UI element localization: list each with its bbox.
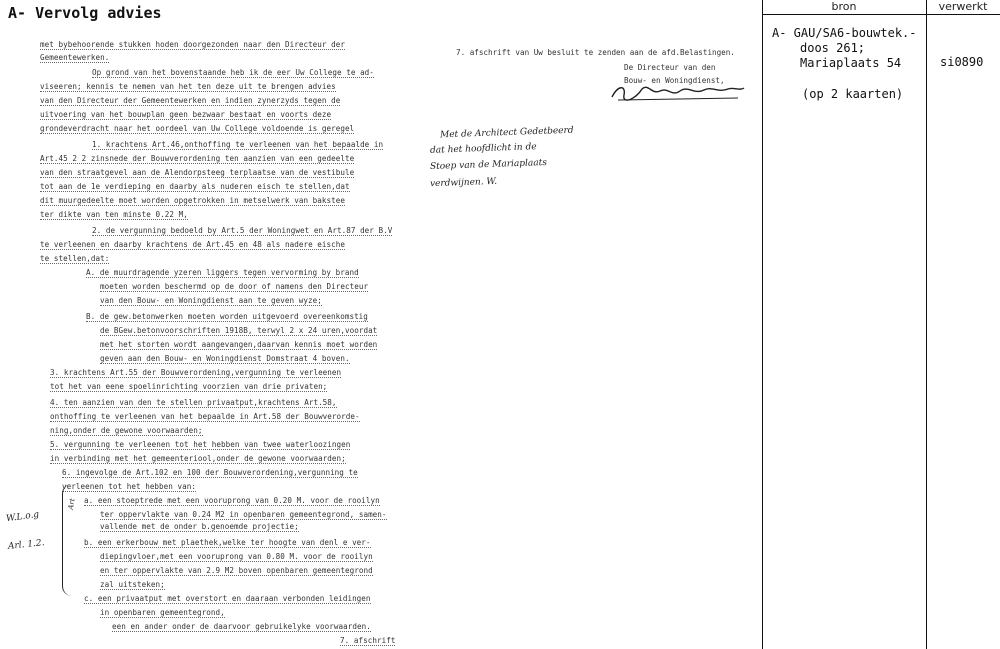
verwerkt-value: si0890 [940,55,984,69]
signature-mark [608,81,748,103]
text-line: 7. afschrift [340,636,396,645]
handwritten-line: dat het hoofdlicht in de [429,142,537,156]
verwerkt-header: verwerkt [938,0,988,13]
source-line: A- GAU/SA6-bouwtek.- [772,26,917,40]
kaarten-note: (op 2 kaarten) [802,87,904,101]
text-line: 1. krachtens Art.46,onthoffing te verleenen van het bepaalde in [92,140,384,149]
text-line: moeten worden beschermd op de door of namens den Directeur [100,282,369,291]
handwritten-line: Stoep van de Mariaplaats [429,157,548,173]
handwritten-line: verdwijnen. W. [429,176,498,190]
page-title: A- Vervolg advies [8,4,162,22]
text-line: De Directeur van den [624,63,716,72]
text-line: diepingvloer,met een vooruprong van 0.80 M. voor de rooilyn [100,552,373,561]
text-line: 2. de vergunning bedoeld by Art.5 der Woningwet en Art.87 der B.V [92,226,393,235]
text-line: in openbaren gemeentegrond, [100,608,225,617]
source-line: doos 261; [800,41,866,55]
text-line: tot het van eene spoelinrichting voorzien van drie privaten; [50,382,328,391]
text-line: 3. krachtens Art.55 der Bouwverordening,vergunning te verleenen [50,368,342,377]
text-line: dit muurgedeelte moet worden opgetrokken in metselwerk van bakstee [40,196,346,205]
text-line: 7. afschrift van Uw besluit te zenden aan de afd.Belastingen. [456,48,735,57]
text-line: c. een privaatput met overstort en daaraan verbonden leidingen [84,594,371,603]
text-line: 6. ingevolge de Art.102 en 100 der Bouwverordening,vergunning te [62,468,358,477]
text-line: onthoffing te verleenen van het bepaalde in Art.58 der Bouwverorde- [50,412,360,421]
metadata-table [762,0,1000,649]
text-line: Op grond van het bovenstaande heb ik de eer Uw College te ad- [92,68,374,77]
text-line: 4. ten aanzien van den te stellen privaatput,krachtens Art.58, [50,398,337,407]
text-line: zal uitsteken; [100,580,165,589]
text-line: viseeren; kennis te nemen van het ten deze uit te brengen advies [40,82,336,91]
text-line: van den Directeur der Gemeentewerken en indien zynerzyds tegen de [40,96,341,105]
text-line: in verbinding met het gemeenteriool,onder de gewone voorwaarden; [50,454,346,463]
text-line: en ter oppervlakte van 2.9 M2 boven openbaren gemeentegrond [100,566,373,575]
text-line: van den Bouw- en Woningdienst aan te geven wyze; [100,296,322,305]
source-line: Mariaplaats 54 [800,56,902,70]
text-line: ter dikte van ten minste 0.22 M, [40,210,188,219]
text-line: B. de gew.betonwerken moeten worden uitgevoerd overeenkomstig [86,312,368,321]
handwritten-line: Met de Architect Gedetbeerd [439,125,574,141]
text-line: van den straatgevel aan de Alendorpsteeg terplaatse van de vestibule [40,168,355,177]
text-line: met het storten wordt aangevangen,daarvan kennis moet worden [100,340,378,349]
text-line: Art.45 2 2 zinsnede der Bouwverordening ten aanzien van een gedeelte [40,154,355,163]
text-line: grondeverdracht naar het oordeel van Uw College voldoende is geregel [40,124,355,133]
text-line: 5. vergunning te verleenen tot het hebben van twee waterloozingen [50,440,351,449]
text-line: verleenen tot het hebben van: [62,482,197,491]
text-line: tot aan de 1e verdieping en daarby als nuderen eisch te stellen,dat [40,182,350,191]
text-line: vallende met de onder b.genoemde projectie; [100,522,299,531]
text-line: de BGew.betonvoorschriften 1918B, terwyl 2 x 24 uren,voordat [100,326,378,335]
text-line: geven aan den Bouw- en Woningdienst Domstraat 4 boven. [100,354,350,363]
text-line: een en ander onder de daarvoor gebruikelyke voorwaarden. [112,622,371,631]
text-line: te verleenen en daarby krachtens de Art.45 en 48 als nadere eische [40,240,346,249]
text-line: te stellen,dat: [40,254,110,263]
text-line: uitvoering van het bouwplan geen bezwaar bestaat en voorts deze [40,110,332,119]
text-line: Bouw- en Woningdienst, [624,76,725,85]
text-line: met bybehoorende stukken hoden doorgezonden naar den Directeur der [40,40,346,49]
margin-note: Art [66,497,77,511]
margin-note: Arl. 1.2. [7,538,46,552]
text-line: ning,onder de gewone voorwaarden; [50,426,203,435]
margin-note: W.L.o.g [5,509,40,525]
text-line: a. een stoeptrede met een vooruprong van 0.20 M. voor de rooilyn [84,496,380,505]
text-line: ter oppervlakte van 0.24 M2 in openbaren gemeentegrond, samen- [100,510,387,519]
bron-header: bron [831,0,857,13]
text-line: b. een erkerbouw met plaethek,welke ter hoogte van denl e ver- [84,538,371,547]
text-line: Gemeentewerken. [40,53,110,62]
text-line: A. de muurdragende yzeren liggers tegen vervorming by brand [86,268,359,277]
